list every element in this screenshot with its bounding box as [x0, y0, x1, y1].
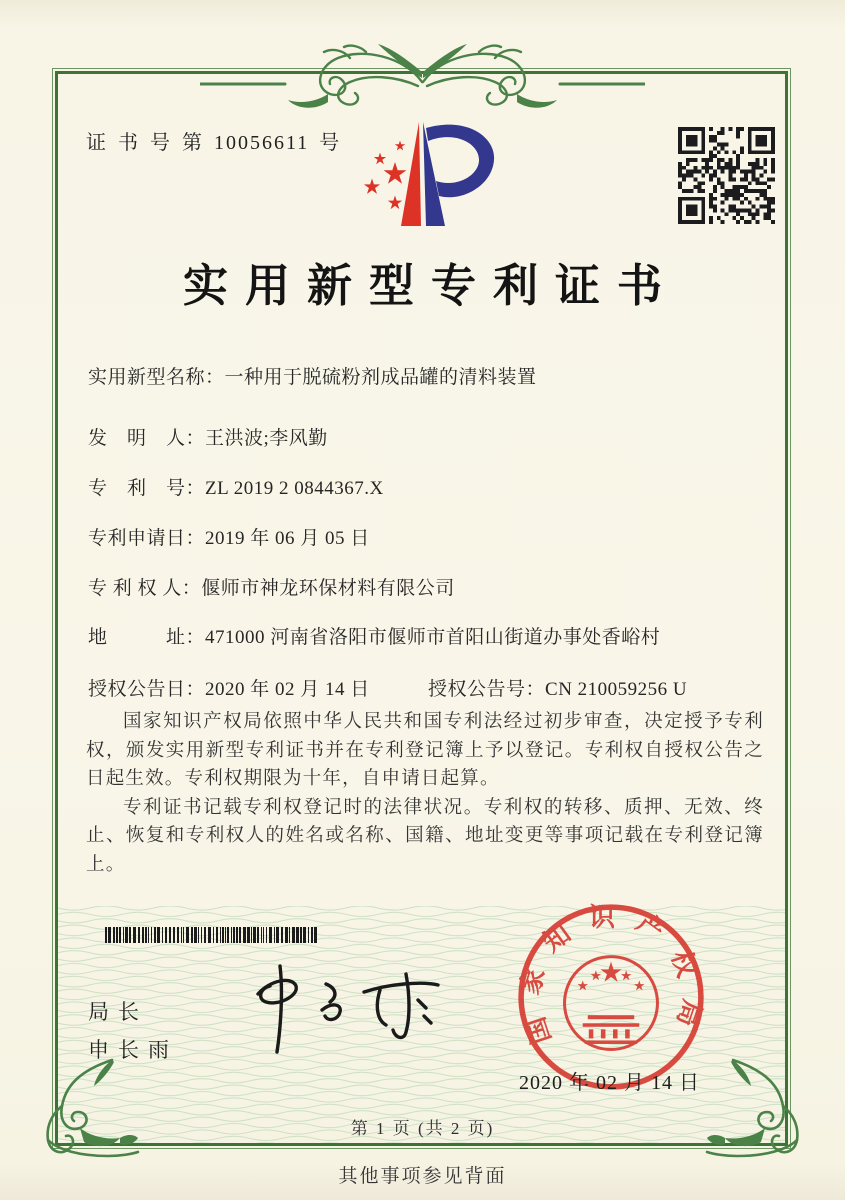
field-value: 王洪波;李风勤: [205, 428, 328, 449]
top-flourish-ornament-icon: [200, 40, 645, 122]
field-value: 2020 年 02 月 14 日: [205, 679, 370, 700]
cnipa-patent-logo-icon: [338, 114, 503, 234]
barcode-icon: [105, 927, 321, 943]
field-label: 实用新型名称：: [88, 367, 225, 388]
field-value: ZL 2019 2 0844367.X: [205, 478, 384, 499]
field-utility-model-name: [88, 362, 768, 389]
field-label: 专 利 号：: [88, 478, 206, 499]
field-label: 授权公告日：: [88, 679, 206, 700]
field-label: 地 址：: [88, 627, 206, 648]
field-label: 发 明 人：: [88, 428, 206, 449]
field-value: 偃师市神龙环保材料有限公司: [201, 578, 455, 599]
national-emblem-icon: [565, 957, 658, 1050]
field-patentee: [88, 573, 768, 600]
field-value: 471000 河南省洛阳市偃师市首阳山街道办事处香峪村: [205, 627, 661, 648]
qr-code-icon: [678, 127, 775, 224]
seal-date: 2020 年 02 月 14 日: [519, 1072, 700, 1094]
field-label: 专利申请日：: [88, 528, 206, 549]
director-name: 申长雨: [88, 1038, 178, 1062]
seal-text: 国家知识产权局: [514, 903, 708, 1048]
field-filing-date: [88, 523, 768, 550]
legal-text: [86, 708, 764, 879]
field-address: [88, 622, 768, 649]
director-title: 局长: [88, 1000, 148, 1024]
legal-paragraph-1: 国家知识产权局依照中华人民共和国专利法经过初步审查，决定授予专利权，颁发实用新型专利证书并在专利登记簿上予以登记。专利权自授权公告之日起生效。专利权期限为十年，自申请日起算。: [86, 712, 764, 789]
field-grant-date: [88, 674, 768, 701]
field-label: 专 利 权 人：: [88, 578, 202, 599]
field-inventor: [88, 423, 768, 450]
handwritten-signature-icon: [230, 960, 448, 1058]
field-value: 一种用于脱硫粉剂成品罐的清料装置: [224, 367, 537, 388]
legal-paragraph-2: 专利证书记载专利权登记时的法律状况。专利权的转移、质押、无效、终止、恢复和专利权人的姓名或名称、国籍、地址变更等事项记载在专利登记簿上。: [86, 797, 764, 875]
certificate-number: 证 书 号 第 10056611 号: [86, 132, 342, 154]
field-value: CN 210059256 U: [545, 679, 688, 700]
back-side-note: 其他事项参见背面: [338, 1166, 507, 1187]
field-label: 授权公告号：: [428, 679, 546, 700]
page-number: 第 1 页 (共 2 页): [350, 1119, 495, 1138]
certificate-title: 实用新型专利证书: [182, 261, 679, 311]
field-grant-number: [428, 674, 687, 701]
field-value: 2019 年 06 月 05 日: [205, 528, 370, 549]
field-patent-number: [88, 473, 768, 500]
